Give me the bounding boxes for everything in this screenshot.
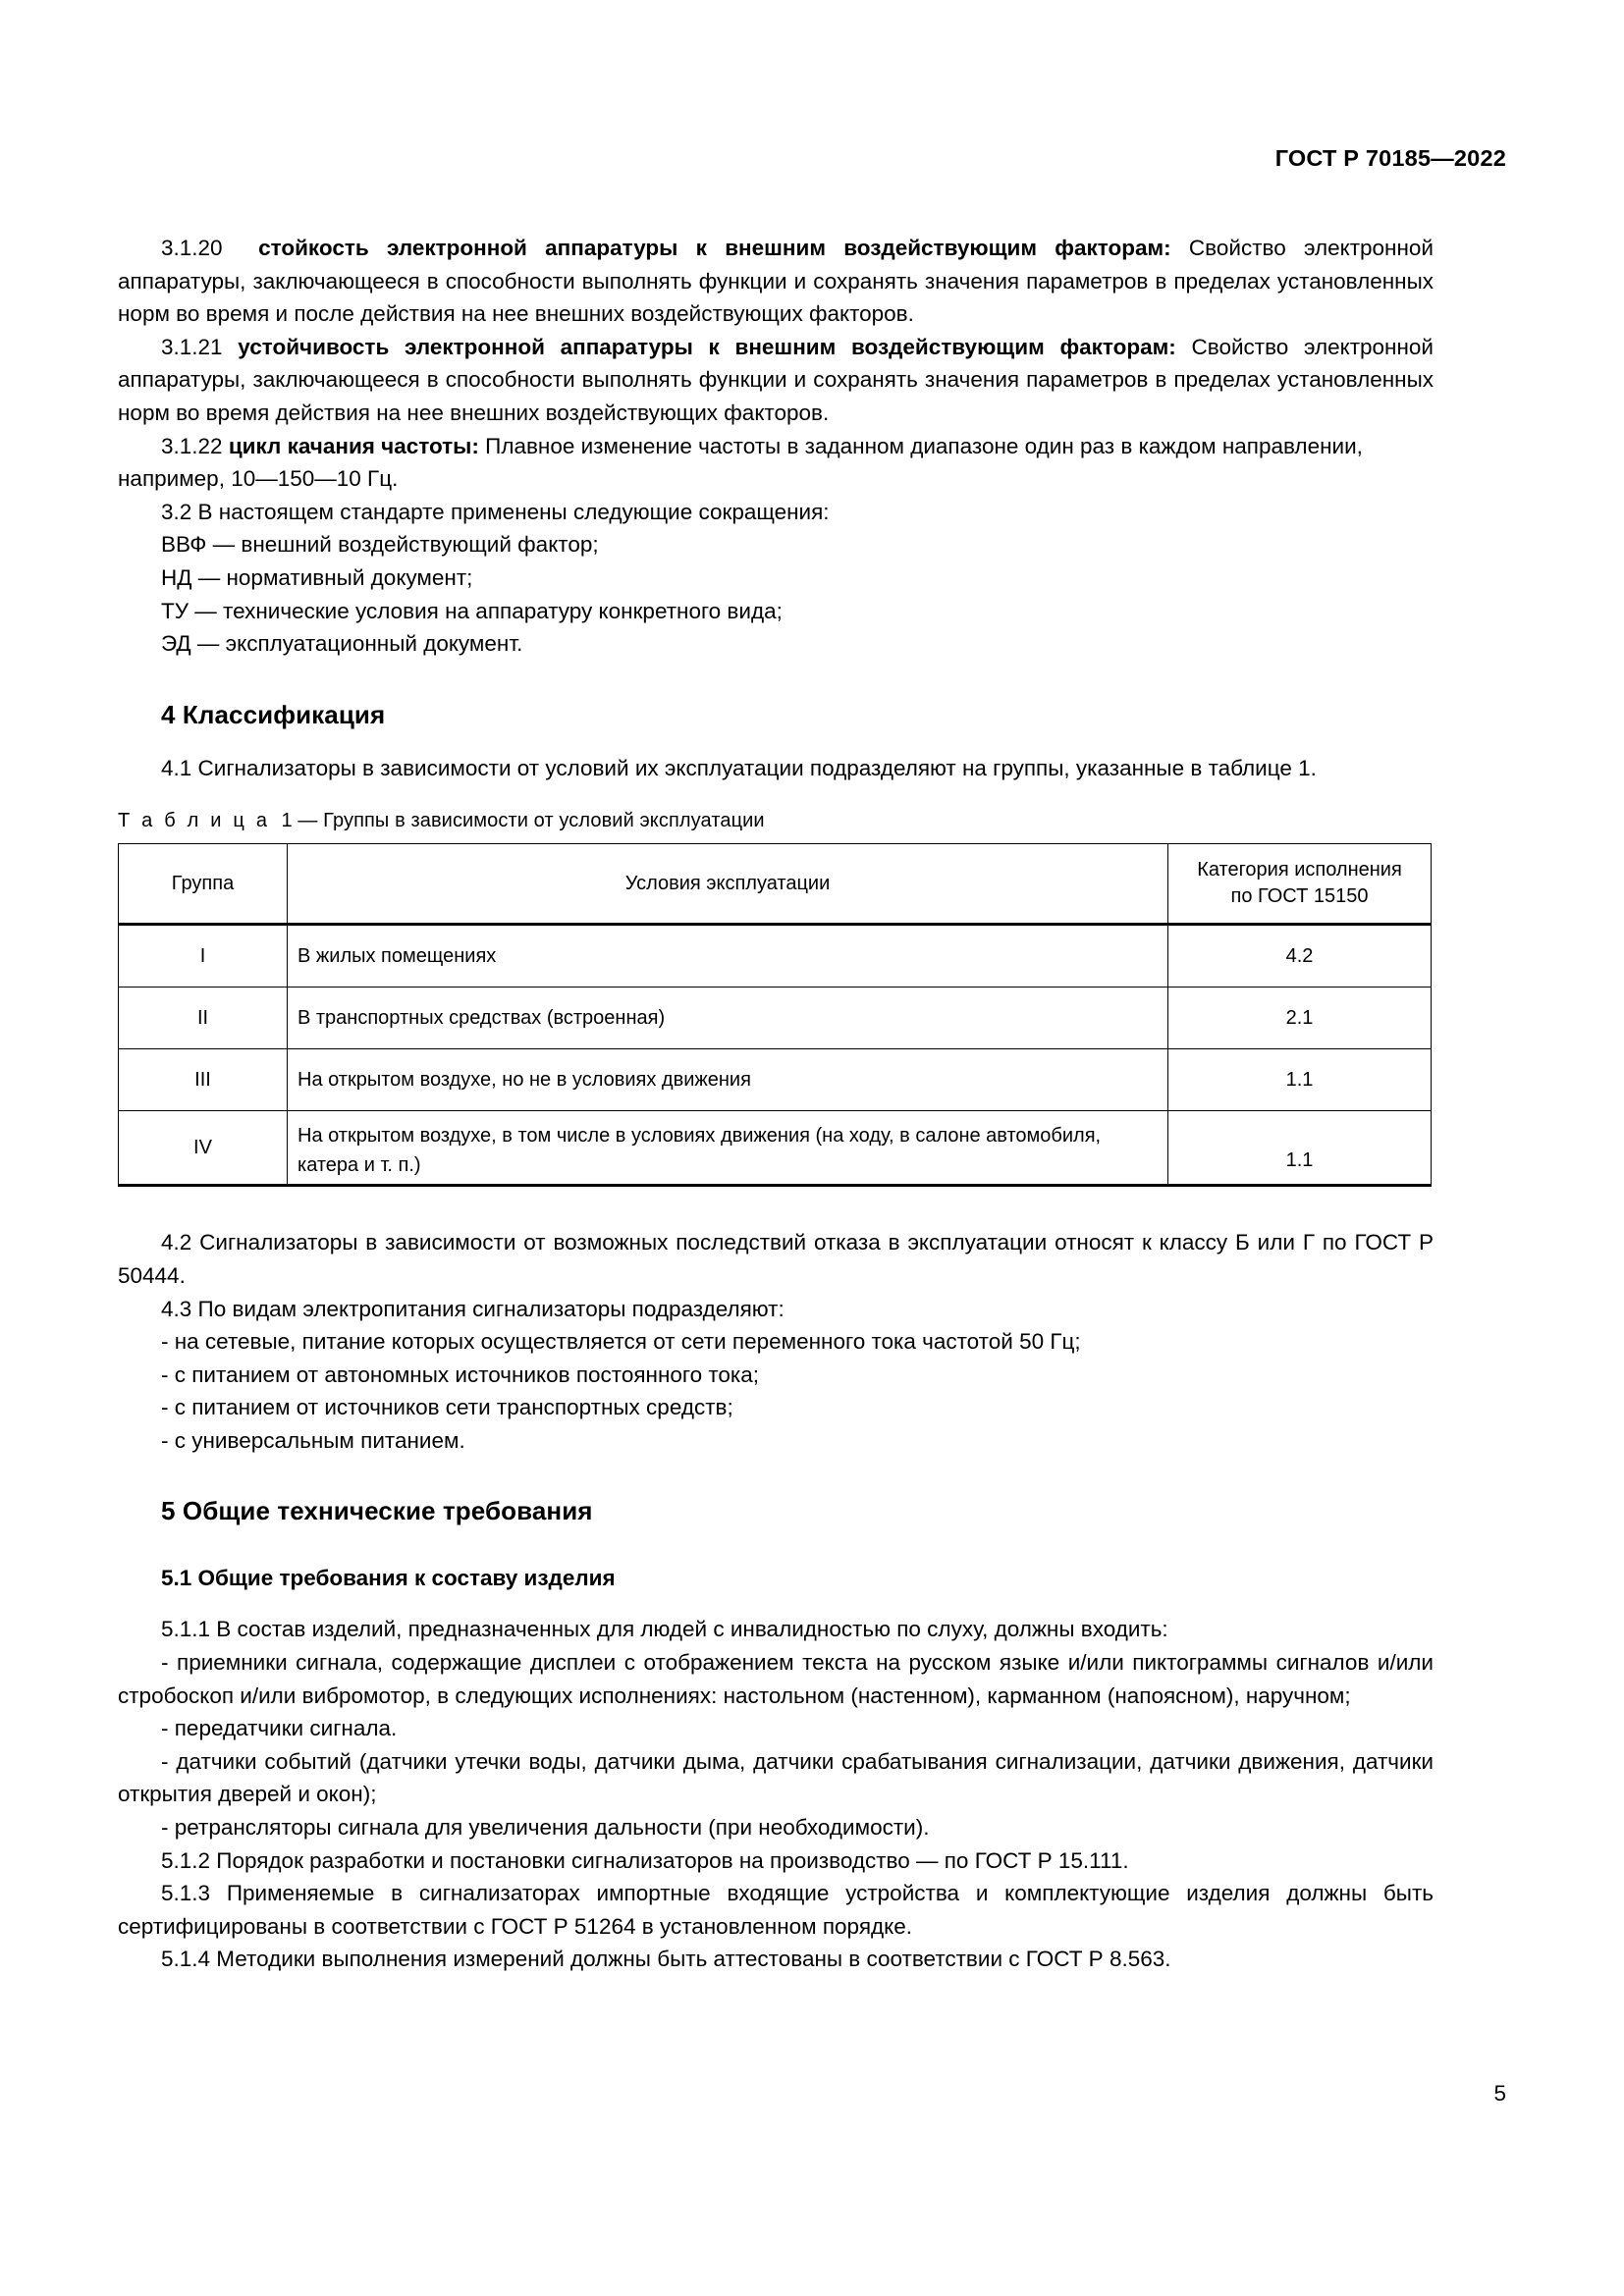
cell-group: III	[119, 1049, 288, 1111]
para-text: В состав изделий, предназначенных для людей с инвалидностью по слуху, должны входить:	[210, 1617, 1168, 1642]
table-header-row	[119, 844, 1432, 925]
cell-conditions: В жилых помещениях	[288, 925, 1168, 988]
para-text: Методики выполнения измерений должны быть аттестованы в соответствии с ГОСТ Р 8.563.	[210, 1947, 1171, 1972]
abbr-intro-text: В настоящем стандарте применены следующие сокращения:	[191, 499, 830, 524]
spacer	[118, 730, 1434, 752]
table-head	[119, 844, 1432, 925]
section-heading-5: 5 Общие технические требования	[161, 1496, 593, 1526]
table-header-category-line2: по ГОСТ 15150	[1230, 885, 1369, 908]
spacer	[118, 1526, 1434, 1566]
term-number: 3.1.20	[161, 236, 223, 260]
abbreviations-intro	[118, 496, 1434, 529]
section-heading-4: 4 Классификация	[161, 699, 386, 729]
paragraph-5-1-4	[118, 1943, 1434, 1976]
para-text: Порядок разработки и постановки сигнализаторов на производство — по ГОСТ Р 15.111.	[210, 1847, 1129, 1873]
cell-conditions: На открытом воздухе, в том числе в условиях движения (на ходу, в салоне автомобиля, катера и т. п.)	[288, 1111, 1168, 1186]
paragraph-4-3	[118, 1293, 1434, 1326]
spacer	[118, 1591, 1434, 1613]
power-type-item-mains: - на сетевые, питание которых осуществляется от сети переменного тока частотой 50 Гц;	[161, 1329, 1081, 1355]
para-text: Сигнализаторы в зависимости от условий их эксплуатации подразделяют на группы, указанные в таблице 1.	[191, 755, 1317, 780]
term-number: 3.1.22	[161, 433, 223, 458]
classification-table	[118, 843, 1432, 1187]
term-number: 3.1.21	[161, 334, 223, 359]
running-header: ГОСТ Р 70185—2022	[1274, 145, 1506, 171]
para-number: 5.1.2	[161, 1847, 211, 1873]
page-body	[118, 232, 1434, 1976]
spacer	[118, 1457, 1434, 1496]
table-row	[119, 1049, 1432, 1111]
table-caption-label: Т а б л и ц а	[118, 810, 271, 832]
table-header-group: Группа	[119, 844, 288, 925]
term-title: стойкость электронной аппаратуры к внешним воздействующим факторам:	[258, 236, 1171, 260]
subsection-heading-5-1: 5.1 Общие требования к составу изделия	[161, 1566, 616, 1591]
cell-group: IV	[119, 1111, 288, 1186]
table-caption-dash: —	[298, 810, 318, 832]
abbreviation-item-ed: ЭД — эксплуатационный документ.	[161, 631, 523, 657]
composition-item-repeaters: - ретрансляторы сигнала для увеличения дальности (при необходимости).	[161, 1815, 930, 1841]
composition-item-transmitters: - передатчики сигнала.	[161, 1716, 398, 1741]
term-entry-3-1-22	[118, 430, 1434, 496]
composition-item-sensors: - датчики событий (датчики утечки воды, датчики дыма, датчики срабатывания сигнализации, датчики движения, датчики открытия дверей и окон);	[118, 1748, 1434, 1807]
para-number: 5.1.3	[161, 1881, 211, 1906]
cell-category: 2.1	[1168, 988, 1432, 1049]
cell-group: II	[119, 988, 288, 1049]
spacer	[118, 661, 1434, 700]
abbreviation-item-tu: ТУ — технические условия на аппаратуру конкретного вида;	[161, 598, 783, 623]
abbreviation-item-vvf: ВВФ — внешний воздействующий фактор;	[161, 532, 599, 558]
para-number: 4.3	[161, 1296, 192, 1321]
table-row	[119, 988, 1432, 1049]
paragraph-4-2	[118, 1226, 1434, 1292]
table-caption	[118, 806, 1434, 835]
table-header-category	[1168, 844, 1432, 925]
power-type-item-universal: - с универсальным питанием.	[161, 1427, 465, 1453]
cell-conditions: В транспортных средствах (встроенная)	[288, 988, 1168, 1049]
power-type-item-autonomous: - с питанием от автономных источников постоянного тока;	[161, 1362, 760, 1387]
abbr-intro-number: 3.2	[161, 499, 192, 524]
table-caption-number: 1	[281, 810, 293, 832]
term-definition: Свойство электронной аппаратуры, заключающееся в способности выполнять функции и сохранять значения параметров в пределах установленных норм во время и после действия на нее внешних воздействующих факторов.	[118, 236, 1434, 327]
power-type-item-vehicle: - с питанием от источников сети транспортных средств;	[161, 1395, 733, 1420]
cell-category: 1.1	[1168, 1111, 1432, 1186]
paragraph-5-1-2	[118, 1844, 1434, 1878]
cell-category: 1.1	[1168, 1049, 1432, 1111]
table-header-category-line1: Категория исполнения	[1197, 859, 1402, 881]
table-caption-title: Группы в зависимости от условий эксплуатации	[323, 810, 765, 832]
spacer	[118, 835, 1434, 843]
composition-item-receivers: - приемники сигнала, содержащие дисплеи с отображением текста на русском языке и/или пиктограммы сигналов и/или стробоскоп и/или вибромотор, в следующих исполнениях: настольном (настенном), карманном (напоясном), наручном;	[118, 1650, 1434, 1708]
term-definition: Плавное изменение частоты в заданном диапазоне один раз в каждом направлении, например, 10—150—10 Гц.	[118, 433, 1363, 492]
term-entry-3-1-21	[118, 331, 1434, 430]
page-number: 5	[1493, 2081, 1506, 2106]
para-number: 5.1.1	[161, 1617, 211, 1642]
term-definition: Свойство электронной аппаратуры, заключающееся в способности выполнять функции и сохранять значения параметров в пределах установленных норм во время действия на нее внешних воздействующих факторов.	[118, 334, 1434, 425]
term-title: устойчивость электронной аппаратуры к внешним воздействующим факторам:	[238, 334, 1176, 359]
cell-group: I	[119, 925, 288, 988]
term-title: цикл качания частоты:	[228, 433, 479, 458]
table-row	[119, 925, 1432, 988]
para-text: По видам электропитания сигнализаторы подразделяют:	[191, 1296, 785, 1321]
table-body	[119, 925, 1432, 1186]
spacer	[118, 784, 1434, 806]
spacer	[118, 1187, 1434, 1226]
para-text: Применяемые в сигнализаторах импортные входящие устройства и комплектующие изделия должны быть сертифицированы в соответствии с ГОСТ Р 51264 в установленном порядке.	[118, 1881, 1434, 1939]
para-number: 4.2	[161, 1230, 192, 1255]
paragraph-4-1	[118, 752, 1434, 785]
table-header-conditions: Условия эксплуатации	[288, 844, 1168, 925]
cell-conditions: На открытом воздухе, но не в условиях движения	[288, 1049, 1168, 1111]
table-row	[119, 1111, 1432, 1186]
abbreviation-item-nd: НД — нормативный документ;	[161, 564, 473, 590]
para-text: Сигнализаторы в зависимости от возможных последствий отказа в эксплуатации относят к классу Б или Г по ГОСТ Р 50444.	[118, 1230, 1434, 1288]
term-entry-3-1-20	[118, 232, 1434, 331]
cell-category: 4.2	[1168, 925, 1432, 988]
paragraph-5-1-1	[118, 1613, 1434, 1646]
paragraph-5-1-3	[118, 1877, 1434, 1943]
para-number: 5.1.4	[161, 1947, 211, 1972]
para-number: 4.1	[161, 755, 192, 780]
